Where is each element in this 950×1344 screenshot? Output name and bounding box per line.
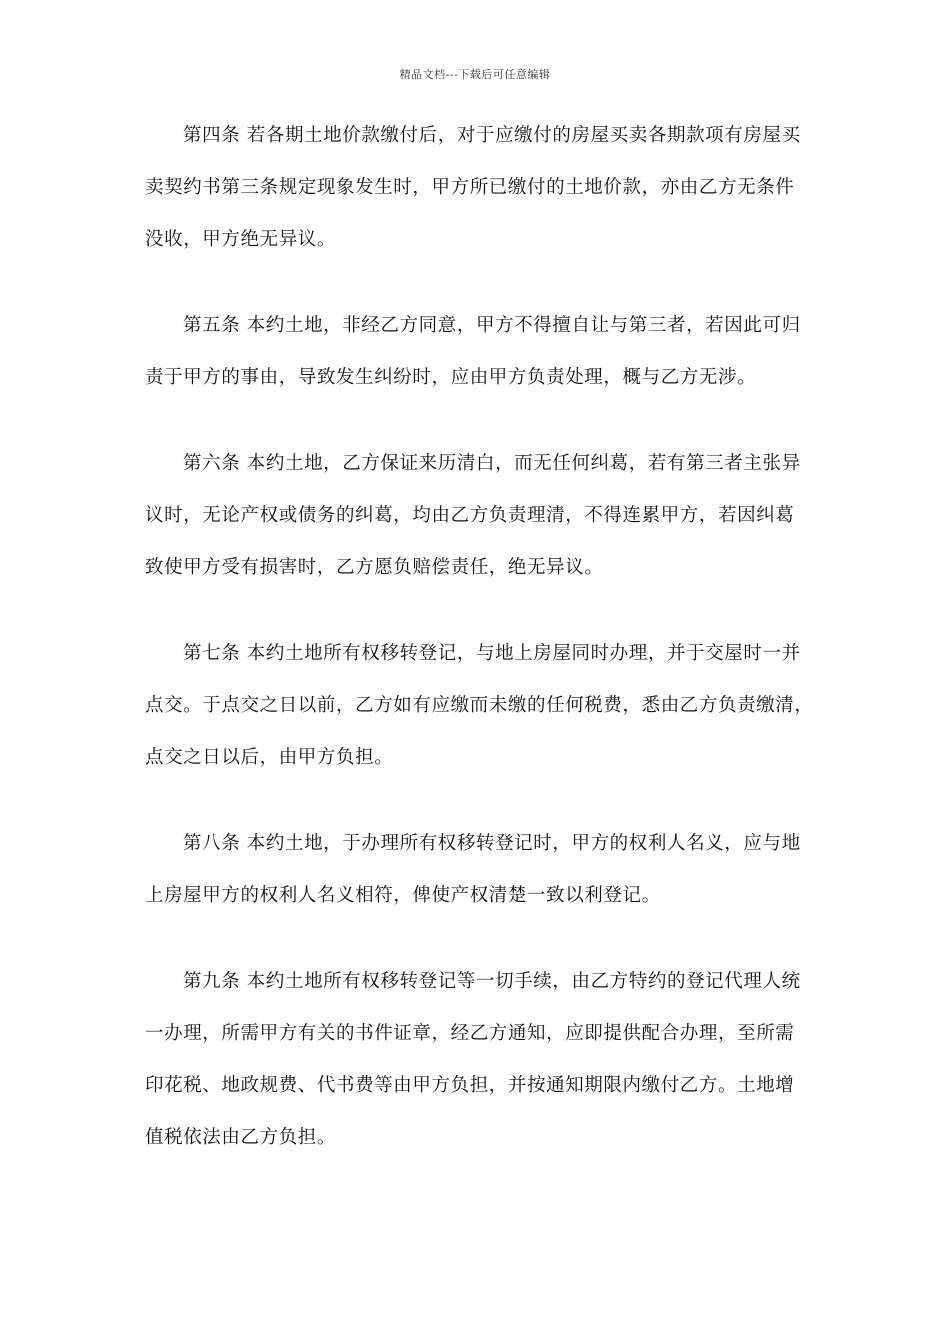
article-8-line-1: 第八条 本约土地，于办理所有权移转登记时，甲方的权利人名义，应与地 (183, 833, 801, 854)
article-6-line-1: 第六条 本约土地，乙方保证来历清白，而无任何纠葛，若有第三者主张异 (183, 453, 801, 474)
article-7-line-1: 第七条 本约土地所有权移转登记，与地上房屋同时办理，并于交屋时一并 (183, 643, 801, 664)
page-header: 精品文档---下载后可任意编辑 (399, 68, 551, 81)
article-6-line-2: 议时，无论产权或债务的纠葛，均由乙方负责理清，不得连累甲方，若因纠葛 (145, 505, 795, 526)
article-5-line-1: 第五条 本约土地，非经乙方同意，甲方不得擅自让与第三者，若因此可归 (183, 315, 801, 336)
article-9-line-1: 第九条 本约土地所有权移转登记等一切手续，由乙方特约的登记代理人统 (183, 971, 801, 992)
article-9-line-4: 值税依法由乙方负担。 (145, 1127, 337, 1148)
article-4-line-1: 第四条 若各期土地价款缴付后，对于应缴付的房屋买卖各期款项有房屋买 (183, 125, 801, 146)
article-5-line-2: 责于甲方的事由，导致发生纠纷时，应由甲方负责处理，概与乙方无涉。 (145, 367, 757, 388)
article-6-line-3: 致使甲方受有损害时，乙方愿负赔偿责任，绝无异议。 (145, 557, 604, 578)
article-8-line-2: 上房屋甲方的权利人名义相符，俾使产权清楚一致以利登记。 (145, 885, 661, 906)
article-4-line-2: 卖契约书第三条规定现象发生时，甲方所已缴付的土地价款，亦由乙方无条件 (145, 177, 795, 198)
article-7-line-3: 点交之日以后，由甲方负担。 (145, 747, 394, 768)
article-9-line-3: 印花税、地政规费、代书费等由甲方负担，并按通知期限内缴付乙方。土地增 (145, 1075, 795, 1096)
article-4-line-3: 没收，甲方绝无异议。 (145, 229, 337, 250)
article-7-line-2: 点交。于点交之日以前，乙方如有应缴而未缴的任何税费，悉由乙方负责缴清， (145, 695, 814, 716)
article-9-line-2: 一办理，所需甲方有关的书件证章，经乙方通知，应即提供配合办理，至所需 (145, 1023, 795, 1044)
